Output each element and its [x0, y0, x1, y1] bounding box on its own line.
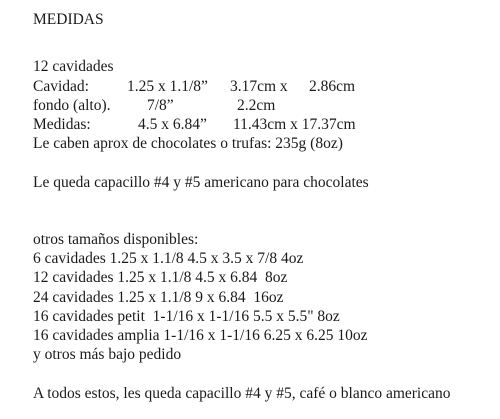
size-item: y otros más bajo pedido [33, 346, 182, 364]
size-item: 6 cavidades 1.25 x 1.1/8 4.5 x 3.5 x 7/8 4oz [33, 250, 304, 268]
size-item: 16 cavidades petit 1-1/16 x 1-1/16 5.5 x 5.5" 8oz [33, 307, 340, 325]
depth-cm: 2.2cm [237, 96, 276, 114]
cavity-cm-a: 3.17cm x [230, 77, 288, 95]
depth-row [33, 96, 500, 115]
cavity-size-row [33, 77, 500, 96]
size-item: 12 cavidades 1.25 x 1.1/8 4.5 x 6.84 8oz [33, 269, 288, 287]
other-sizes-heading: otros tamaños disponibles: [33, 231, 199, 249]
depth-label: fondo (alto). [33, 96, 111, 114]
overall-inches: 4.5 x 6.84” [138, 115, 207, 133]
closing-note: A todos estos, les queda capacillo #4 y #5, café o blanco americano [33, 384, 451, 402]
cavity-label: Cavidad: [33, 77, 89, 95]
capacity-text: Le caben aprox de chocolates o trufas: 235g (8oz) [33, 135, 343, 153]
cavity-inches: 1.25 x 1.1/8” [127, 77, 208, 95]
overall-label: Medidas: [33, 115, 91, 133]
size-item: 24 cavidades 1.25 x 1.1/8 9 x 6.84 16oz [33, 288, 284, 306]
cavities-count: 12 cavidades [33, 58, 114, 76]
document-body [33, 10, 500, 403]
size-item: 16 cavidades amplia 1-1/16 x 1-1/16 6.25 x 6.25 10oz [33, 327, 368, 344]
cups-note: Le queda capacillo #4 y #5 americano para chocolates [33, 173, 369, 191]
depth-inches: 7/8” [147, 96, 174, 114]
overall-cm: 11.43cm x 17.37cm [233, 115, 356, 133]
page-title: MEDIDAS [33, 11, 104, 28]
cavity-cm-b: 2.86cm [309, 77, 356, 95]
overall-size-row [33, 115, 500, 134]
